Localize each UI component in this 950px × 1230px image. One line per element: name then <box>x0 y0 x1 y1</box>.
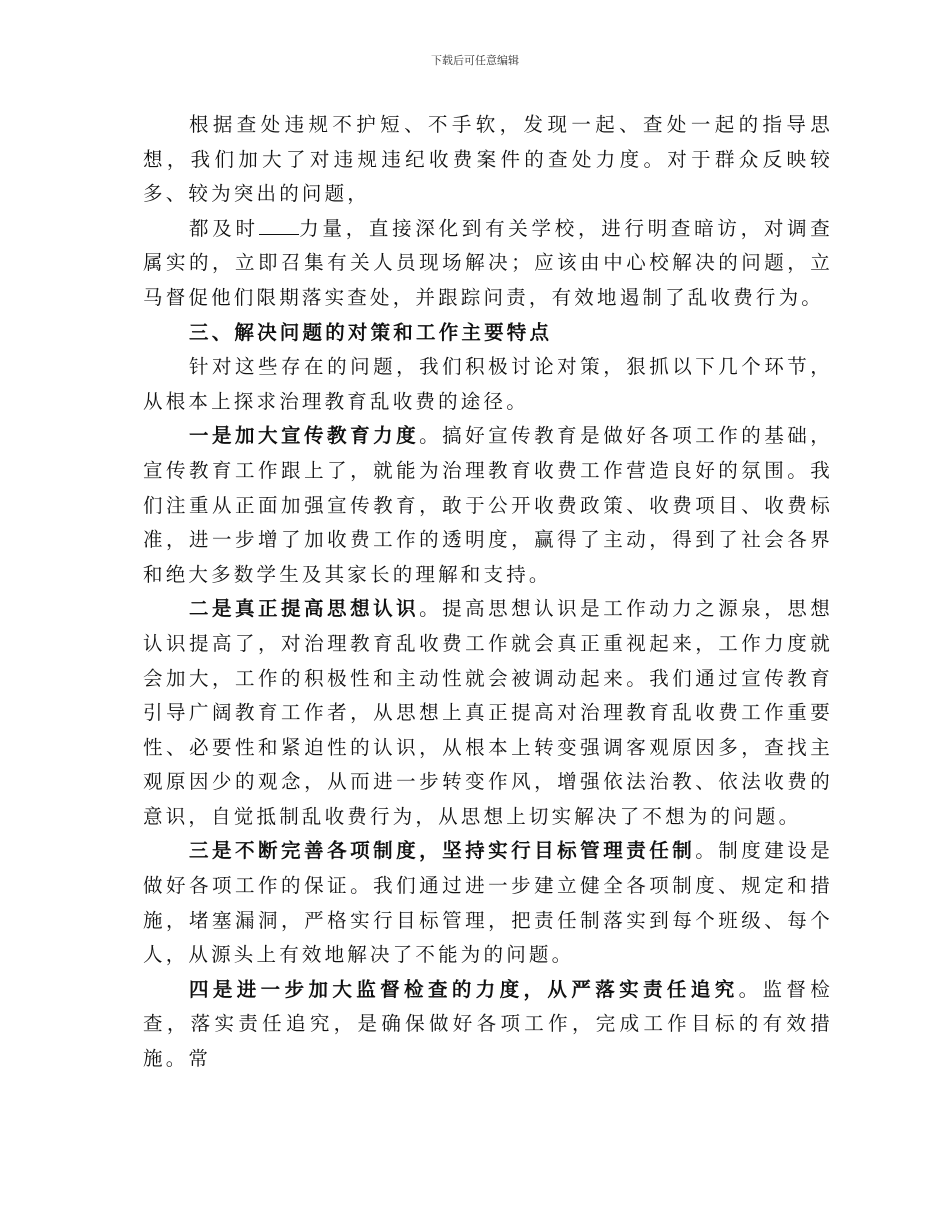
point-four-title: 四是进一步加大监督检查的力度，从严落实责任追究 <box>189 977 739 1001</box>
paragraph-investigation: 根据查处违规不护短、不手软，发现一起、查处一起的指导思想，我们加大了对违规违纪收费案件的查处力度。对于群众反映较多、较为突出的问题， <box>143 113 833 206</box>
point-one-text: 。搞好宣传教育是做好各项工作的基础，宣传教育工作跟上了，就能为治理教育收费工作营造良好的氛围。我们注重从正面加强宣传教育，敢于公开收费政策、收费项目、收费标准，进一步增了加收费工作的透明度，赢得了主动，得到了社会各界和绝大多数学生及其家长的理解和支持。 <box>143 424 833 586</box>
point-one-title: 一是加大宣传教育力度 <box>189 424 420 448</box>
paragraph-text-before-blank: 都及时 <box>189 216 259 240</box>
paragraph-point-four <box>143 973 833 1077</box>
point-two-title: 二是真正提高思想认识 <box>189 597 420 621</box>
paragraph-point-one <box>143 419 833 592</box>
point-two-text: 。提高思想认识是工作动力之源泉，思想认识提高了，对治理教育乱收费工作就会真正重视起来，工作力度就会加大，工作的积极性和主动性就会被调动起来。我们通过宣传教育引导广阔教育工作者，从思想上真正提高对治理教育乱收费工作重要性、必要性和紧迫性的认识，从根本上转变强调客观原因多，查找主观原因少的观念，从而进一步转变作风，增强依法治教、依法收费的意识，自觉抵制乱收费行为，从思想上切实解决了不想为的问题。 <box>143 597 833 828</box>
paragraph-timely-action <box>143 212 833 316</box>
page-header: 下载后可任意编辑 <box>431 54 519 67</box>
document-body <box>143 108 833 1077</box>
point-three-text: 。制度建设是做好各项工作的保证。我们通过进一步建立健全各项制度、规定和措施，堵塞漏洞，严格实行目标管理，把责任制落实到每个班级、每个人，从源头上有效地解决了不能为的问题。 <box>143 839 834 967</box>
point-four-text: 。监督检查，落实责任追究，是确保做好各项工作，完成工作目标的有效措施。常 <box>143 977 833 1071</box>
blank-line <box>259 216 299 235</box>
paragraph-point-three <box>143 834 833 972</box>
point-three-title: 三是不断完善各项制度，坚持实行目标管理责任制 <box>189 839 696 863</box>
section-heading: 三、解决问题的对策和工作主要特点 <box>189 320 553 344</box>
paragraph-countermeasures-intro: 针对这些存在的问题，我们积极讨论对策，狠抓以下几个环节，从根本上探求治理教育乱收费的途径。 <box>143 355 833 413</box>
paragraph-text-after-blank: 力量，直接深化到有关学校，进行明查暗访，对调查属实的，立即召集有关人员现场解决；应该由中心校解决的问题，立马督促他们限期落实查处，并跟踪问责，有效地遏制了乱收费行为。 <box>143 216 833 309</box>
paragraph-point-two <box>143 592 833 834</box>
